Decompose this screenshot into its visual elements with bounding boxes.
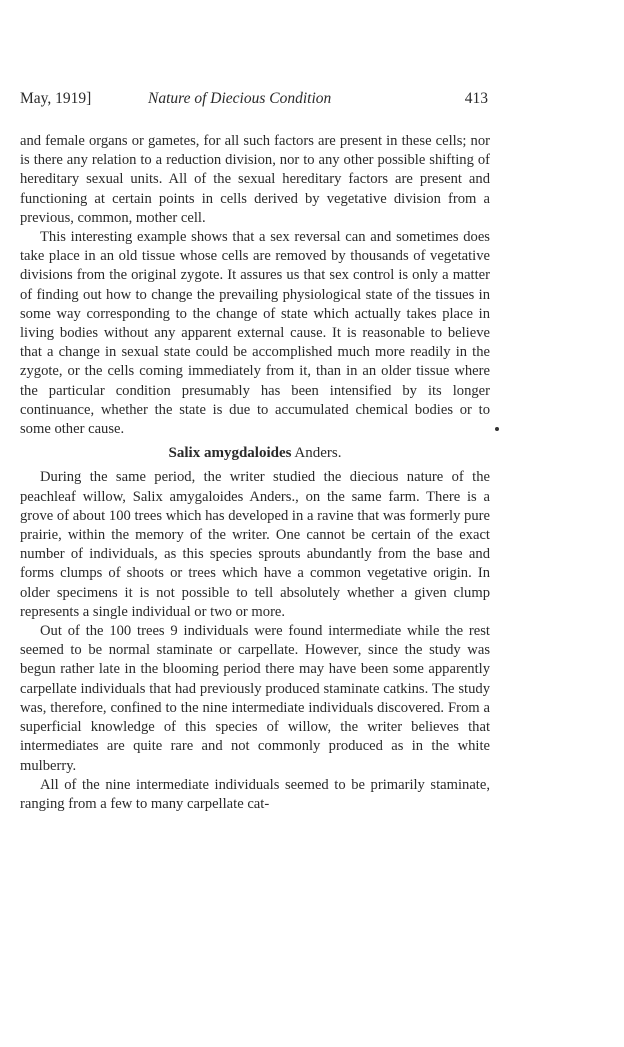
section-heading bbox=[20, 444, 490, 463]
paragraph: All of the nine intermediate individuals seemed to be primarily staminate, ranging from a few to many carpellate cat- bbox=[20, 776, 490, 812]
paragraph: This interesting example shows that a sex reversal can and sometimes does take place in an old tissue whose cells are removed by thousands of vegetative divisions from the original zygote. It assures us that sex control is only a matter of finding out how to change the prevailing physiological state of the tissues in some way corresponding to the change of state which actually takes place in living bodies without any apparent external cause. It is reasonable to believe that a change in sexual state could be accomplished much more readily in the zygote, or the cells coming immediately from it, than in an older tissue where the particular condition presumably has been intensified by its longer continuance, whether the state is due to accumulated chemical bodies or to some other cause. bbox=[20, 229, 490, 438]
page-header bbox=[20, 90, 488, 112]
paragraph: During the same period, the writer studied the diecious nature of the peachleaf willow, Salix amygaloides Anders., on the same farm. There is a grove of about 100 trees which has developed in a ravine that was formerly pure prairie, within the memory of the writer. One cannot be certain of the exact number of individuals, as this species sprouts abundantly from the base and forms clumps of shoots or trees which have a common vegetative origin. In older specimens it is not possible to tell absolutely whether a given clump represents a single individual or two or more. bbox=[20, 469, 490, 620]
section-species-name: Salix amygdaloides bbox=[168, 445, 292, 462]
paragraph: Out of the 100 trees 9 individuals were found intermediate while the rest seemed to be normal staminate or carpellate. However, since the study was begun rather late in the blooming period there may have been some apparently carpellate individuals that had previously produced staminate catkins. The study was, therefore, confined to the nine intermediate individuals discovered. From a superficial knowledge of this species of willow, the writer believes that intermediates are quite rare and not commonly produced as in the white mulberry. bbox=[20, 623, 490, 774]
header-date: May, 1919] bbox=[20, 90, 92, 107]
margin-mark bbox=[495, 427, 499, 431]
page-number: 413 bbox=[464, 90, 488, 107]
section-authority: Anders. bbox=[294, 445, 342, 462]
paragraph: and female organs or gametes, for all such factors are present in these cells; nor is there any relation to a reduction division, nor to any other possible shifting of hereditary sexual units. All of the sexual hereditary factors are present and functioning at certain points in cells derived by vegetative division from a previous, common, mother cell. bbox=[20, 133, 490, 226]
body-text bbox=[20, 132, 490, 814]
running-title: Nature of Diecious Condition bbox=[148, 90, 332, 107]
